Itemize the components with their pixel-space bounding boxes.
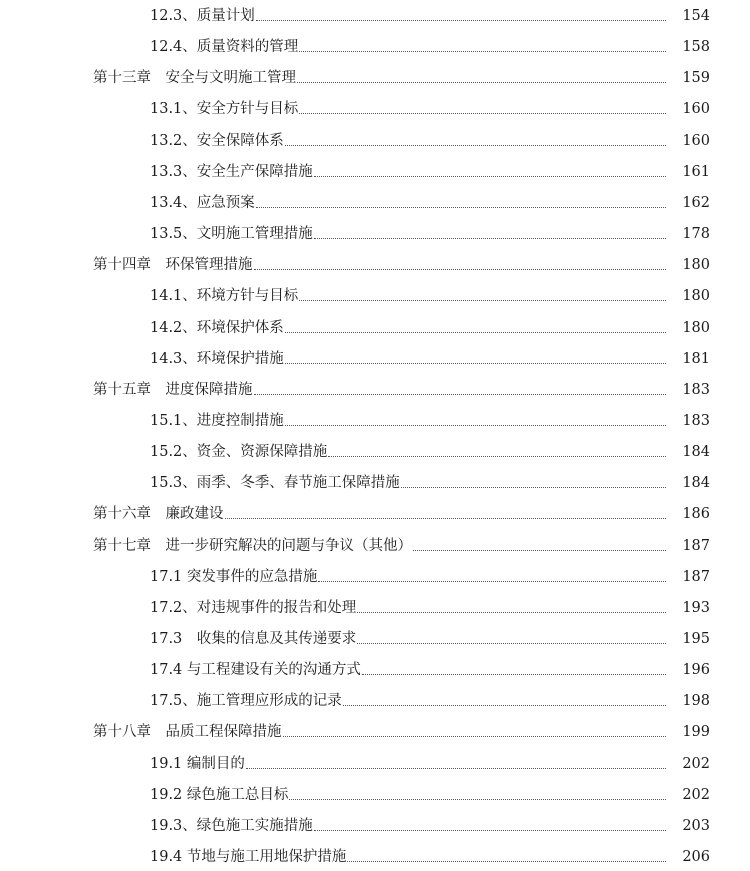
dot-leader — [299, 51, 666, 52]
dot-leader — [314, 176, 666, 177]
toc-section-entry[interactable] — [0, 813, 750, 835]
toc-chapter-entry[interactable] — [0, 252, 750, 274]
dot-leader — [285, 145, 666, 146]
toc-entry-page-number: 154 — [682, 8, 710, 24]
toc-section-entry[interactable] — [0, 844, 750, 866]
toc-entry-page-number: 162 — [682, 194, 710, 211]
toc-section-entry[interactable] — [0, 408, 750, 430]
toc-entry-label: 17.3 收集的信息及其传递要求 — [150, 631, 357, 647]
toc-section-entry[interactable] — [0, 470, 750, 492]
toc-entry-label: 15.1、进度控制措施 — [150, 412, 284, 429]
toc-entry-page-number: 199 — [682, 724, 710, 741]
dot-leader — [254, 394, 667, 395]
toc-section-entry[interactable] — [0, 688, 750, 710]
toc-entry-label: 12.3、质量计划 — [150, 8, 255, 24]
dot-leader — [318, 581, 666, 582]
dot-leader — [314, 830, 666, 831]
toc-entry-page-number: 196 — [682, 662, 710, 679]
toc-section-entry[interactable] — [0, 128, 750, 150]
toc-section-entry[interactable] — [0, 782, 750, 804]
toc-section-entry[interactable] — [0, 190, 750, 212]
toc-entry-page-number: 203 — [682, 817, 710, 834]
dot-leader — [225, 518, 667, 519]
toc-entry-page-number: 183 — [682, 381, 710, 398]
toc-entry-page-number: 183 — [682, 412, 710, 429]
toc-section-entry[interactable] — [0, 3, 750, 25]
dot-leader — [297, 82, 666, 83]
toc-entry-label: 19.4 节地与施工用地保护措施 — [150, 849, 347, 866]
toc-section-entry[interactable] — [0, 34, 750, 56]
toc-chapter-entry[interactable] — [0, 377, 750, 399]
toc-section-entry[interactable] — [0, 751, 750, 773]
toc-entry-label: 13.2、安全保障体系 — [150, 132, 284, 149]
toc-entry-label: 13.4、应急预案 — [150, 194, 255, 211]
toc-entry-page-number: 202 — [682, 755, 710, 772]
toc-entry-label: 15.3、雨季、冬季、春节施工保障措施 — [150, 475, 400, 492]
dot-leader — [347, 861, 666, 862]
toc-entry-label: 第十七章 进一步研究解决的问题与争议（其他） — [93, 537, 412, 554]
toc-section-entry[interactable] — [0, 595, 750, 617]
dot-leader — [256, 207, 666, 208]
dot-leader — [357, 612, 666, 613]
dot-leader — [289, 799, 666, 800]
dot-leader — [283, 736, 667, 737]
toc-entry-page-number: 198 — [682, 693, 710, 710]
toc-entry-page-number: 187 — [682, 537, 710, 554]
dot-leader — [285, 332, 666, 333]
toc-entry-label: 17.5、施工管理应形成的记录 — [150, 693, 342, 710]
toc-chapter-entry[interactable] — [0, 533, 750, 555]
dot-leader — [254, 269, 667, 270]
toc-entry-label: 第十三章 安全与文明施工管理 — [93, 70, 296, 87]
toc-section-entry[interactable] — [0, 159, 750, 181]
dot-leader — [343, 705, 666, 706]
toc-chapter-entry[interactable] — [0, 501, 750, 523]
toc-chapter-entry[interactable] — [0, 65, 750, 87]
toc-entry-page-number: 180 — [682, 288, 710, 305]
toc-entry-page-number: 184 — [682, 444, 710, 461]
dot-leader — [246, 768, 666, 769]
dot-leader — [401, 487, 666, 488]
toc-section-entry[interactable] — [0, 221, 750, 243]
toc-entry-label: 第十六章 廉政建设 — [93, 506, 224, 523]
toc-entry-label: 第十五章 进度保障措施 — [93, 381, 253, 398]
toc-entry-page-number: 202 — [682, 786, 710, 803]
toc-section-entry[interactable] — [0, 346, 750, 368]
toc-entry-label: 13.5、文明施工管理措施 — [150, 226, 313, 243]
dot-leader — [285, 425, 666, 426]
toc-entry-page-number: 160 — [682, 132, 710, 149]
toc-entry-page-number: 158 — [682, 39, 710, 56]
toc-entry-page-number: 186 — [682, 506, 710, 523]
toc-entry-page-number: 184 — [682, 475, 710, 492]
toc-entry-label: 19.3、绿色施工实施措施 — [150, 817, 313, 834]
toc-entry-label: 第十八章 品质工程保障措施 — [93, 724, 282, 741]
dot-leader — [314, 238, 666, 239]
toc-section-entry[interactable] — [0, 439, 750, 461]
toc-entry-page-number: 160 — [682, 101, 710, 118]
dot-leader — [299, 300, 666, 301]
toc-chapter-entry[interactable] — [0, 719, 750, 741]
toc-entry-label: 第十四章 环保管理措施 — [93, 257, 253, 274]
toc-entry-label: 13.3、安全生产保障措施 — [150, 163, 313, 180]
dot-leader — [256, 20, 666, 21]
toc-entry-page-number: 161 — [682, 163, 710, 180]
toc-entry-label: 12.4、质量资料的管理 — [150, 39, 299, 56]
dot-leader — [328, 456, 666, 457]
toc-entry-label: 14.3、环境保护措施 — [150, 350, 284, 367]
dot-leader — [362, 674, 666, 675]
toc-entry-page-number: 193 — [682, 599, 710, 616]
dot-leader — [285, 363, 666, 364]
toc-entry-page-number: 181 — [682, 350, 710, 367]
toc-section-entry[interactable] — [0, 626, 750, 648]
dot-leader — [413, 550, 666, 551]
toc-entry-label: 13.1、安全方针与目标 — [150, 101, 299, 118]
toc-entry-label: 17.4 与工程建设有关的沟通方式 — [150, 662, 361, 679]
toc-entry-label: 17.2、对违规事件的报告和处理 — [150, 599, 357, 616]
toc-entry-page-number: 178 — [682, 226, 710, 243]
toc-entry-label: 14.1、环境方针与目标 — [150, 288, 299, 305]
toc-section-entry[interactable] — [0, 96, 750, 118]
toc-entry-label: 19.2 绿色施工总目标 — [150, 786, 289, 803]
dot-leader — [357, 643, 666, 644]
toc-entry-page-number: 180 — [682, 319, 710, 336]
toc-entry-label: 15.2、资金、资源保障措施 — [150, 444, 328, 461]
toc-entry-page-number: 180 — [682, 257, 710, 274]
toc-entry-label: 14.2、环境保护体系 — [150, 319, 284, 336]
toc-entry-page-number: 187 — [682, 568, 710, 585]
toc-entry-label: 19.1 编制目的 — [150, 755, 245, 772]
toc-entry-page-number: 195 — [682, 631, 710, 647]
toc-entry-page-number: 159 — [682, 70, 710, 87]
toc-entry-label: 17.1 突发事件的应急措施 — [150, 568, 318, 585]
toc-section-entry[interactable] — [0, 657, 750, 679]
toc-section-entry[interactable] — [0, 315, 750, 337]
dot-leader — [299, 113, 666, 114]
toc-section-entry[interactable] — [0, 564, 750, 586]
toc-entry-page-number: 206 — [682, 849, 710, 866]
toc-section-entry[interactable] — [0, 283, 750, 305]
